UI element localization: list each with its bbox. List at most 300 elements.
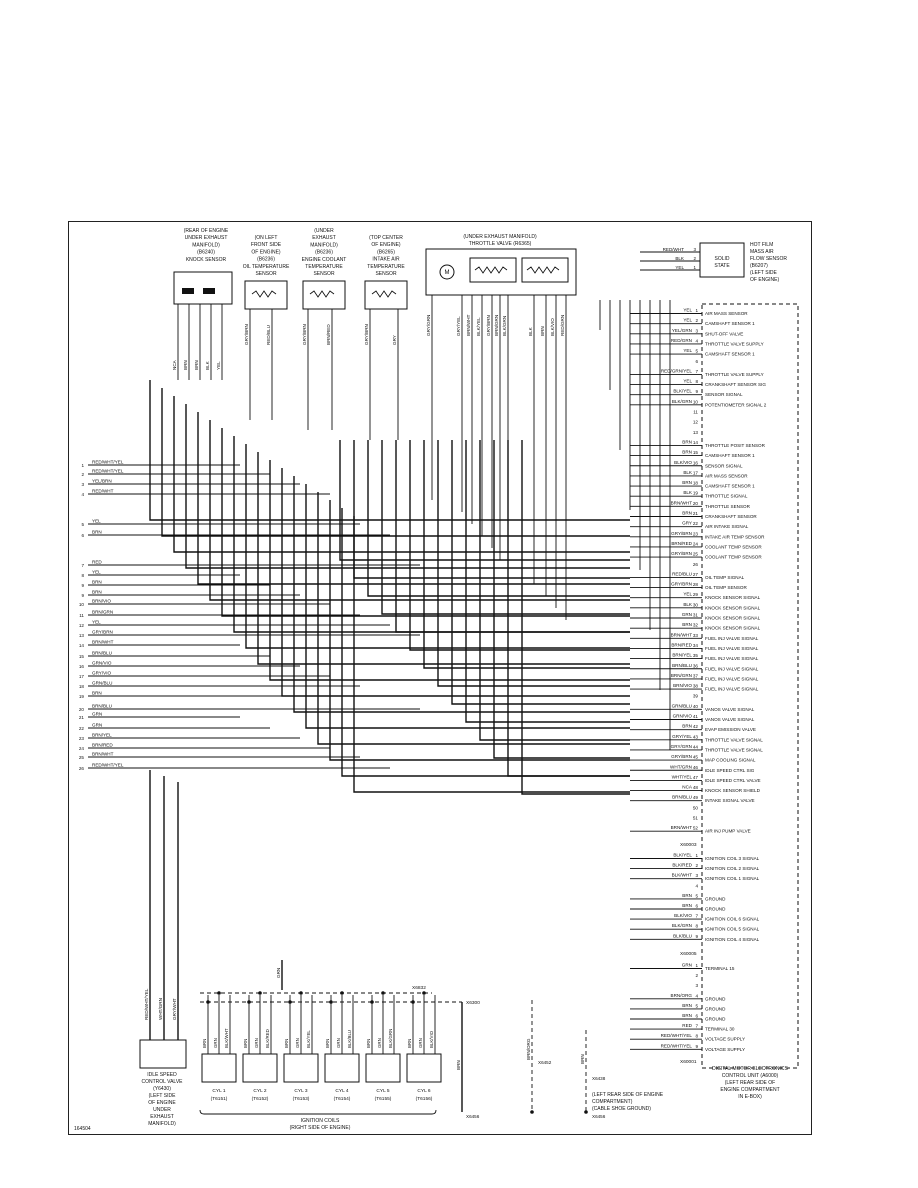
- dme-pin-number: 13: [692, 429, 698, 435]
- knock-sensor-pin: BRN: [183, 360, 188, 370]
- left-terminal-number: 20: [78, 707, 84, 712]
- maf-label: HOT FILM: [750, 242, 774, 248]
- left-terminal-number: 1: [81, 463, 84, 468]
- dme-pin-signal: VOLTAGE SUPPLY: [705, 1036, 746, 1042]
- dme-pin-signal: AIR MASS SENSOR: [705, 473, 748, 479]
- ignition-coil-name: CYL 6: [417, 1089, 431, 1094]
- dme-pin-number: 3: [695, 983, 698, 989]
- dme-pin-number: 26: [692, 561, 698, 567]
- dme-pin-signal: CRANKSHAFT SENSOR SIG: [705, 382, 766, 388]
- left-terminal-wire-color: GRY/VIO: [92, 670, 112, 676]
- dme-pin-signal: FUEL INJ VALVE SIGNAL: [705, 676, 759, 682]
- dme-pin-signal: VANOS VALVE SIGNAL: [705, 717, 755, 722]
- dme-pin-number: 31: [692, 612, 698, 618]
- dme-pin-wire-color: GRY/BRN: [671, 754, 692, 760]
- dme-pin-wire-color: BRN/VIO: [673, 683, 692, 689]
- throttle-valve-pin: RED/GRN: [560, 314, 565, 336]
- throttle-valve-pin: BLK/GRN: [502, 315, 507, 336]
- left-terminal-number: 6: [81, 533, 84, 538]
- dme-pin-signal: IGNITION COIL 4 SIGNAL: [705, 936, 760, 942]
- harness-wire: [282, 468, 630, 696]
- dme-pin-number: 11: [693, 409, 698, 415]
- dme-pin-signal: SENSOR SIGNAL: [705, 463, 743, 469]
- idle-valve-label: (LEFT SIDE: [148, 1093, 176, 1099]
- dme-pin-wire-color: RED: [682, 1023, 692, 1029]
- dme-pin-signal: SENSOR SIGNAL: [705, 392, 743, 398]
- dme-pin-signal: KNOCK SENSOR SHIELD: [705, 788, 760, 794]
- left-terminal-number: 8: [81, 573, 84, 578]
- dme-pin-wire-color: RED/WHT/YEL: [660, 1043, 692, 1049]
- dme-pin-signal: AIR INTAKE SIGNAL: [705, 524, 749, 530]
- dme-pin-number: 4: [695, 883, 698, 889]
- dme-pin-wire-color: WHT/GRN: [670, 764, 692, 770]
- idle-valve-wire-color: GRY/WHT: [172, 998, 177, 1020]
- dme-pin-signal: TERMINAL 30: [705, 1026, 735, 1032]
- left-terminal-number: 15: [78, 654, 84, 659]
- left-terminal-number: 3: [81, 482, 84, 487]
- dme-pin-number: 24: [692, 541, 698, 547]
- wire-color: BRN: [456, 1060, 461, 1070]
- left-terminal-wire-color: BRN/BLU: [92, 650, 112, 656]
- throttle-valve-pin: BLK/YEL: [476, 317, 481, 336]
- dme-pin-number: 8: [695, 379, 698, 385]
- dme-pin-signal: FUEL INJ VALVE SIGNAL: [705, 666, 759, 672]
- left-terminal-number: 19: [78, 694, 84, 699]
- harness-wire: [508, 440, 630, 776]
- harness-wire: [424, 440, 630, 668]
- left-terminal-number: 16: [78, 664, 84, 669]
- dme-pin-number: 44: [692, 744, 698, 750]
- splice-dot: [247, 1000, 251, 1004]
- harness-wire: [222, 428, 630, 616]
- left-terminal-wire-color: YEL: [92, 518, 101, 524]
- dme-pin-signal: IDLE SPEED CTRL VALVE: [705, 777, 761, 783]
- dme-pin-wire-color: YEL: [683, 591, 692, 597]
- dme-pin-number: 3: [695, 873, 698, 879]
- left-terminal-wire-color: BRN/YEL: [92, 732, 112, 738]
- knock-sensor-pin: NCA: [172, 360, 177, 370]
- maf-pin-number: 3: [693, 247, 696, 252]
- harness-wire: [382, 440, 630, 614]
- dme-pin-number: 17: [692, 470, 698, 476]
- harness-wire: [270, 460, 630, 680]
- left-terminal-wire-color: BRN: [92, 529, 102, 535]
- dme-pin-number: 5: [695, 1003, 698, 1009]
- dme-pin-signal: FUEL INJ VALVE SIGNAL: [705, 656, 759, 662]
- coolant-temp-sensor-label: (B6236): [315, 249, 333, 256]
- bracket: [200, 1110, 436, 1114]
- dme-pin-signal: CAMSHAFT SENSOR 1: [705, 453, 755, 459]
- left-terminal-wire-color: GRN: [92, 711, 103, 717]
- dme-pin-number: 38: [692, 683, 698, 689]
- oil-temp-sensor-label: FRONT SIDE: [250, 242, 282, 249]
- dme-pin-signal: GROUND: [705, 996, 726, 1002]
- ignition-coil-name: CYL 2: [253, 1089, 267, 1094]
- idle-valve-label: OF ENGINE: [148, 1100, 176, 1106]
- dme-pin-signal: GROUND: [705, 1006, 726, 1012]
- throttle-valve-pin: BRN/GRN: [494, 314, 499, 336]
- left-terminal-number: 2: [81, 472, 84, 477]
- dme-pin-number: 52: [692, 825, 698, 831]
- dme-pin-signal: GROUND: [705, 1016, 726, 1022]
- left-terminal-wire-color: YEL: [92, 569, 101, 575]
- left-terminal-number: 4: [81, 492, 84, 497]
- maf-label: OF ENGINE): [750, 277, 780, 283]
- dme-pin-wire-color: BLK: [683, 601, 692, 607]
- dme-pin-number: 7: [695, 1023, 698, 1029]
- coil-wire-color: BRN: [407, 1038, 412, 1048]
- coolant-temp-sensor-label: MANIFOLD): [310, 242, 338, 249]
- dme-pin-number: 23: [692, 531, 698, 537]
- dme-pin-wire-color: BLK/VIO: [674, 913, 692, 919]
- dme-pin-number: 32: [692, 622, 698, 628]
- ignition-coils-title: IGNITION COILS: [300, 1118, 340, 1124]
- left-terminal-wire-color: BRN/WHT: [92, 751, 114, 757]
- dme-pin-signal: OIL TEMP SIGNAL: [705, 574, 745, 580]
- dme-pin-wire-color: BLK: [683, 469, 692, 475]
- ignition-coil-name: CYL 5: [376, 1089, 390, 1094]
- left-terminal-number: 21: [78, 715, 84, 720]
- throttle-valve-pin: GRY/BRN: [486, 315, 491, 336]
- ignition-coil-id: (T6154): [333, 1097, 351, 1102]
- left-terminal-number: 9: [81, 593, 84, 598]
- dme-pin-number: 9: [695, 1043, 698, 1049]
- dme-pin-signal: CAMSHAFT SENSOR 1: [705, 321, 755, 327]
- dme-pin-signal: THROTTLE VALVE SUPPLY: [705, 371, 764, 377]
- dme-pin-signal: INTAKE AIR TEMP SENSOR: [705, 534, 765, 540]
- ignition-coil-name: CYL 3: [294, 1089, 308, 1094]
- dme-pin-number: 8: [695, 1033, 698, 1039]
- dme-pin-wire-color: GRN/BLU: [671, 703, 692, 709]
- throttle-valve-pin: BLK: [528, 327, 533, 336]
- coil-wire-color: GRN: [254, 1038, 259, 1048]
- splice-dot: [411, 1000, 415, 1004]
- splice-dot: [258, 991, 262, 995]
- dme-pin-wire-color: GRY/GRN: [670, 743, 692, 749]
- knock-sensor-pin: BRN: [194, 360, 199, 370]
- left-terminal-wire-color: BRN: [92, 690, 102, 696]
- intake-air-temp-sensor-pin: GRY/BRN: [364, 324, 369, 345]
- dme-pin-signal: VOLTAGE SUPPLY: [705, 1046, 746, 1052]
- coil-wire-color: BRN: [366, 1038, 371, 1048]
- ground-note: (LEFT REAR SIDE OF ENGINE: [592, 1092, 664, 1098]
- left-terminal-number: 18: [78, 684, 84, 689]
- dme-pin-signal: OIL TEMP SENSOR: [705, 585, 747, 591]
- maf-wire-color: RED/WHT: [662, 247, 684, 252]
- dme-pin-wire-color: BRN/GRN: [670, 672, 692, 678]
- splice-dot: [288, 1000, 292, 1004]
- dme-pin-wire-color: YEL/GRN: [671, 327, 692, 333]
- splice-dot: [530, 1110, 534, 1114]
- dme-pin-number: 35: [692, 653, 698, 659]
- dme-pin-number: 51: [692, 815, 698, 821]
- intake-air-temp-sensor-box: [365, 281, 407, 309]
- dme-pin-wire-color: YEL: [683, 307, 692, 313]
- dme-pin-wire-color: BRN: [682, 903, 692, 908]
- dme-pin-wire-color: YEL: [683, 348, 692, 354]
- left-terminal-wire-color: RED/WHT/YEL: [92, 459, 124, 465]
- dme-pin-signal: THROTTLE SIGNAL: [705, 493, 748, 499]
- splice-dot: [299, 991, 303, 995]
- oil-temp-sensor-box: [245, 281, 287, 309]
- splice-dot: [217, 991, 221, 995]
- dme-pin-number: 6: [695, 358, 698, 364]
- dme-pin-wire-color: BLK/BLU: [673, 933, 692, 939]
- left-terminal-number: 5: [81, 522, 84, 527]
- ground-note: (CABLE SHOE GROUND): [592, 1106, 651, 1112]
- dme-pin-number: 5: [695, 348, 698, 354]
- ignition-coil: [243, 1054, 277, 1082]
- dme-pin-signal: MAP COOLING SIGNAL: [705, 757, 756, 763]
- dme-pin-number: 40: [692, 703, 698, 709]
- dme-pin-number: 1: [695, 308, 698, 313]
- oil-temp-sensor-label: SENSOR: [255, 271, 277, 277]
- dme-pin-signal: CAMSHAFT SENSOR 1: [705, 351, 755, 357]
- maf-pin-number: 1: [693, 265, 696, 270]
- ignition-coil: [284, 1054, 318, 1082]
- intake-air-temp-sensor-pin: GRY: [392, 335, 397, 345]
- dme-pin-number: 2: [695, 863, 698, 869]
- dme-pin-wire-color: RED/BLU: [672, 571, 692, 577]
- left-terminal-wire-color: BRN/GRN: [92, 609, 114, 615]
- ignition-coil-name: CYL 1: [212, 1089, 226, 1094]
- dme-pin-number: 9: [695, 933, 698, 939]
- dme-label: (LEFT REAR SIDE OF: [724, 1080, 776, 1086]
- dme-pin-wire-color: BRN: [682, 480, 692, 486]
- dme-pin-number: 16: [692, 460, 698, 466]
- left-terminal-number: 11: [79, 613, 84, 618]
- dme-pin-signal: COOLANT TEMP SENSOR: [705, 544, 762, 550]
- left-terminal-wire-color: GRN/BLU: [92, 680, 113, 686]
- ground-note: COMPARTMENT): [592, 1099, 633, 1105]
- dme-pin-wire-color: GRY/YEL: [672, 733, 692, 739]
- connector-x60005: X60005: [680, 952, 697, 957]
- dme-pin-number: 46: [692, 764, 698, 770]
- splice-dot: [584, 1110, 588, 1114]
- dme-pin-signal: THROTTLE VALVE SUPPLY: [705, 341, 764, 347]
- dme-pin-wire-color: BRN/BLU: [672, 662, 692, 668]
- coolant-temp-sensor-label: (UNDER: [314, 228, 334, 234]
- idle-valve-box: [140, 1040, 186, 1068]
- dme-pin-signal: IGNITION COIL 1 SIGNAL: [705, 876, 760, 882]
- coil-wire-color: GRN: [377, 1038, 382, 1048]
- knock-sensor-label: UNDER EXHAUST: [184, 235, 228, 242]
- left-terminal-wire-color: RED/WHT/YEL: [92, 762, 124, 768]
- coil-wire-color: GRN: [418, 1038, 423, 1048]
- maf-label: FLOW SENSOR: [750, 256, 787, 262]
- dme-pin-wire-color: BRN: [682, 1002, 692, 1008]
- dme-pin-number: 33: [692, 632, 698, 638]
- dme-pin-number: 50: [692, 805, 698, 811]
- coolant-temp-sensor-label: ENGINE COOLANT: [301, 256, 347, 263]
- dme-pin-signal: FUEL INJ VALVE SIGNAL: [705, 686, 759, 692]
- wire-color: GRN: [276, 967, 281, 978]
- connector-x60001: X60001: [680, 1060, 697, 1065]
- ignition-coil-id: (T6153): [292, 1097, 310, 1102]
- dme-pin-number: 7: [695, 368, 698, 374]
- left-terminal-wire-color: YEL/BRN: [92, 478, 112, 484]
- dme-pin-signal: VANOS VALVE SIGNAL: [705, 706, 755, 712]
- dme-pin-number: 5: [695, 893, 698, 899]
- knock-sensor-element: [182, 288, 194, 294]
- dme-label: IN E-BOX): [738, 1094, 762, 1100]
- coil-wire-color: BRN: [284, 1038, 289, 1048]
- intake-air-temp-sensor-label: OF ENGINE): [371, 242, 401, 249]
- knock-sensor-label: (B6240): [197, 249, 215, 256]
- dme-pin-number: 29: [692, 592, 698, 598]
- intake-air-temp-sensor-label: SENSOR: [375, 271, 397, 277]
- dme-pin-signal: IGNITION COIL 6 SIGNAL: [705, 916, 760, 922]
- knock-sensor-label: KNOCK SENSOR: [185, 256, 227, 263]
- dme-pin-signal: TERMINAL 15: [705, 966, 735, 971]
- dme-pin-signal: THROTTLE SENSOR: [705, 503, 750, 509]
- left-terminal-wire-color: BRN/RED: [92, 742, 113, 748]
- coolant-temp-sensor-pin: GRY/BRN: [302, 324, 307, 345]
- dme-pin-wire-color: GRY/BRN: [671, 551, 692, 557]
- dme-pin-number: 27: [692, 571, 698, 577]
- knock-sensor-element: [203, 288, 215, 294]
- dme-pin-wire-color: RED/GRN/YEL: [660, 368, 692, 374]
- left-terminal-number: 26: [78, 766, 84, 771]
- dme-pin-number: 41: [692, 714, 698, 719]
- dme-pin-number: 49: [692, 795, 698, 801]
- coolant-temp-sensor-label: TEMPERATURE: [305, 264, 343, 270]
- wire-color: BRN/ORG: [526, 1038, 531, 1060]
- coil-wire-color: GRN: [295, 1038, 300, 1048]
- dme-pin-number: 45: [692, 754, 698, 760]
- splice-dot: [422, 991, 426, 995]
- throttle-valve-pin: GRY/GRN: [426, 314, 431, 336]
- dme-pin-wire-color: BRN: [682, 723, 692, 729]
- dme-pin-wire-color: WHT/YEL: [671, 774, 692, 780]
- dme-pin-number: 6: [695, 1013, 698, 1019]
- coil-wire-color: BLK/RED: [265, 1029, 270, 1048]
- dme-pin-wire-color: BLK/RED: [672, 862, 692, 868]
- ignition-coil: [366, 1054, 400, 1082]
- dme-label: ENGINE COMPARTMENT: [720, 1087, 780, 1093]
- ignition-coils-title: (RIGHT SIDE OF ENGINE): [289, 1125, 351, 1131]
- maf-label: (B6207): [750, 263, 768, 269]
- coil-wire-color: BLK/YEL: [306, 1030, 311, 1048]
- dme-pin-wire-color: YEL: [683, 317, 692, 323]
- wire-color: BRN: [580, 1054, 585, 1064]
- dme-pin-wire-color: BLK/WHT: [671, 872, 692, 878]
- dme-pin-number: 48: [692, 785, 698, 791]
- dme-pin-number: 43: [692, 734, 698, 740]
- dme-pin-wire-color: GRN: [681, 962, 692, 968]
- left-terminal-number: 9: [81, 583, 84, 588]
- coolant-temp-sensor-label: SENSOR: [313, 271, 335, 278]
- throttle-valve-pin: BRN/WHT: [466, 314, 471, 336]
- dme-pin-signal: KNOCK SENSOR SIGNAL: [705, 595, 761, 601]
- oil-temp-sensor-label: (ON LEFT: [254, 235, 278, 241]
- intake-air-temp-sensor-label: TEMPERATURE: [367, 263, 405, 270]
- ignition-coil-id: (T6155): [374, 1097, 392, 1102]
- ignition-coil-id: (T6156): [415, 1097, 433, 1102]
- splice-x6452: X6452: [538, 1060, 552, 1065]
- left-terminal-wire-color: RED: [92, 559, 102, 565]
- dme-pin-wire-color: BRN/ORG: [670, 992, 692, 998]
- knock-sensor-label: MANIFOLD): [192, 242, 220, 249]
- dme-pin-number: 3: [695, 328, 698, 334]
- oil-temp-sensor-label: OIL TEMPERATURE: [242, 263, 290, 270]
- dme-pin-signal: AIR INJ PUMP VALVE: [705, 828, 751, 834]
- idle-valve-wire-color: WHT/GRN: [158, 998, 163, 1020]
- dme-pin-signal: IGNITION COIL 2 SIGNAL: [705, 866, 760, 872]
- dme-pin-signal: GROUND: [705, 906, 726, 912]
- idle-valve-label: MANIFOLD): [148, 1121, 176, 1127]
- dme-pin-signal: AIR MASS SENSOR: [705, 311, 748, 316]
- throttle-motor-letter: M: [444, 270, 450, 276]
- dme-pin-number: 15: [692, 450, 698, 456]
- dme-pin-number: 6: [695, 903, 698, 909]
- dme-pin-number: 18: [692, 480, 698, 486]
- dme-pin-signal: COOLANT TEMP SENSOR: [705, 554, 762, 560]
- maf-wire-color: BLK: [675, 256, 684, 261]
- ignition-coil: [325, 1054, 359, 1082]
- left-terminal-wire-color: GRY/BRN: [92, 629, 113, 635]
- harness-wire: [198, 412, 630, 584]
- dme-pin-signal: THROTTLE VALVE SIGNAL: [705, 737, 763, 743]
- maf-inner-label: STATE: [714, 263, 730, 269]
- left-terminal-number: 14: [78, 643, 84, 648]
- left-terminal-wire-color: RED/WHT: [92, 488, 114, 494]
- splice-dot: [329, 1000, 333, 1004]
- dme-pin-wire-color: GRY/BRN: [671, 530, 692, 536]
- oil-temp-sensor-label: OF ENGINE): [251, 249, 281, 256]
- dme-label: CONTROL UNIT (A6000): [721, 1073, 779, 1079]
- dme-pin-signal: FUEL INJ VALVE SIGNAL: [705, 645, 759, 651]
- left-terminal-wire-color: BRN: [92, 589, 102, 595]
- dme-pin-signal: FUEL INJ VALVE SIGNAL: [705, 635, 759, 641]
- splice-x6832: X6832: [412, 986, 426, 991]
- oil-temp-sensor-pin: RED/BLU: [266, 325, 271, 345]
- idle-valve-label: (Y6430): [153, 1086, 171, 1092]
- left-terminal-number: 12: [78, 623, 84, 628]
- knock-sensor-label: (REAR OF ENGINE: [183, 228, 229, 234]
- maf-wire-color: YEL: [675, 265, 684, 270]
- knock-sensor-pin: BLK: [205, 361, 210, 370]
- intake-air-temp-sensor-label: (B6265): [377, 249, 395, 256]
- ignition-coil-id: (T6152): [251, 1097, 269, 1102]
- dme-pin-number: 1: [695, 963, 698, 968]
- dme-pin-signal: GROUND: [705, 896, 726, 902]
- dme-pin-wire-color: BRN: [682, 449, 692, 455]
- splice-x6300: X6300: [466, 1001, 480, 1006]
- dme-pin-number: 47: [692, 774, 698, 780]
- dme-pin-number: 37: [692, 673, 698, 679]
- dme-pin-number: 28: [692, 582, 698, 588]
- dme-pin-number: 42: [692, 724, 698, 730]
- maf-label: (LEFT SIDE: [750, 270, 777, 276]
- coolant-temp-sensor-box: [303, 281, 345, 309]
- harness-wire: [210, 420, 630, 600]
- throttle-valve-pin: BLK/VIO: [550, 318, 555, 336]
- harness-wire: [340, 440, 630, 560]
- dme-pin-wire-color: BRN/RED: [671, 642, 692, 648]
- splice-dot: [370, 1000, 374, 1004]
- splice-x6456: X6456: [592, 1114, 606, 1119]
- coolant-temp-sensor-label: EXHAUST: [312, 235, 336, 242]
- throttle-valve-pin: GRY/YEL: [456, 316, 461, 336]
- left-terminal-wire-color: BRN/VIO: [92, 598, 111, 604]
- left-terminal-number: 7: [81, 563, 84, 568]
- dme-pin-number: 12: [692, 419, 698, 425]
- left-terminal-wire-color: GRN/VIO: [92, 660, 112, 666]
- dme-pin-wire-color: GRY/BRN: [671, 581, 692, 587]
- harness-wire: [368, 440, 630, 596]
- ignition-coil-name: CYL 4: [335, 1089, 349, 1094]
